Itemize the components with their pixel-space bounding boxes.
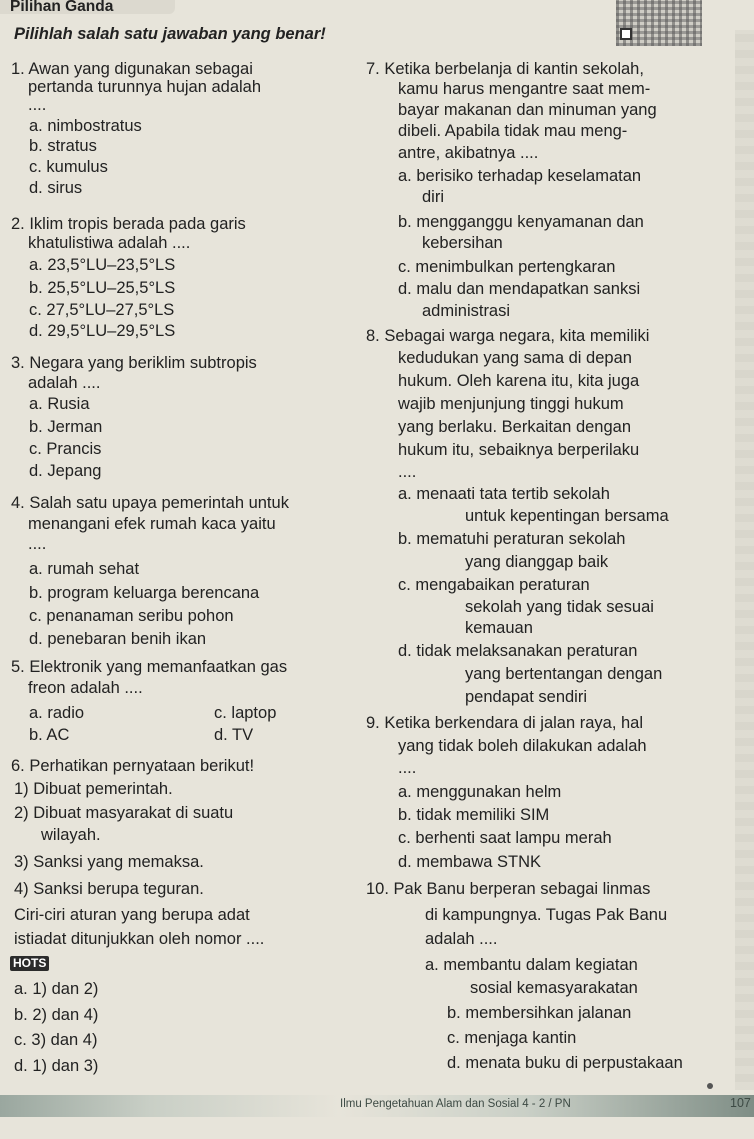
option-d[interactable]: d. 29,5°LU–29,5°LS xyxy=(29,322,176,340)
option-d[interactable]: pendapat sendiri xyxy=(465,688,588,706)
statement-3: 3) Sanksi yang memaksa. xyxy=(14,853,204,871)
option-d[interactable]: yang bertentangan dengan xyxy=(465,665,663,683)
option-c[interactable]: c. penanaman seribu pohon xyxy=(29,607,234,625)
option-b[interactable]: b. membersihkan jalanan xyxy=(447,1004,632,1022)
option-a[interactable]: a. radio xyxy=(29,704,85,722)
question-text: adalah .... xyxy=(425,930,498,948)
question-text: kamu harus mengantre saat mem- xyxy=(398,80,651,98)
page-footer xyxy=(0,1093,754,1139)
hots-badge: HOTS xyxy=(10,956,49,971)
qr-code-icon xyxy=(616,0,702,46)
option-b[interactable]: yang dianggap baik xyxy=(465,553,609,571)
question-text: hukum. Oleh karena itu, kita juga xyxy=(398,372,640,390)
option-d[interactable]: d. penebaran benih ikan xyxy=(29,630,207,648)
question-text: freon adalah .... xyxy=(28,679,143,697)
question-text: 9. Ketika berkendara di jalan raya, hal xyxy=(366,714,644,732)
option-a[interactable]: a. rumah sehat xyxy=(29,560,140,578)
question-text: 8. Sebagai warga negara, kita memiliki xyxy=(366,327,650,345)
option-b[interactable]: b. mengganggu kenyamanan dan xyxy=(398,213,644,231)
option-c[interactable]: c. 27,5°LU–27,5°LS xyxy=(29,301,175,319)
question-text: dibeli. Apabila tidak mau meng- xyxy=(398,122,628,140)
question-text: Ciri-ciri aturan yang berupa adat xyxy=(14,906,250,924)
option-c[interactable]: kemauan xyxy=(465,619,533,637)
question-text: wajib menjunjung tinggi hukum xyxy=(398,395,624,413)
option-d[interactable]: d. malu dan mendapatkan sanksi xyxy=(398,280,641,298)
option-c[interactable]: sekolah yang tidak sesuai xyxy=(465,598,654,616)
option-d[interactable]: administrasi xyxy=(422,302,511,320)
statement-2: 2) Dibuat masyarakat di suatu xyxy=(14,804,234,822)
question-text: antre, akibatnya .... xyxy=(398,144,539,162)
option-a[interactable]: a. menaati tata tertib sekolah xyxy=(398,485,610,503)
question-text: .... xyxy=(398,759,417,777)
option-d[interactable]: d. TV xyxy=(214,726,254,744)
option-a[interactable]: a. menggunakan helm xyxy=(398,783,562,801)
option-c[interactable]: c. kumulus xyxy=(29,158,108,176)
option-d[interactable]: d. membawa STNK xyxy=(398,853,542,871)
option-c[interactable]: c. Prancis xyxy=(29,440,102,458)
option-b[interactable]: kebersihan xyxy=(422,234,503,252)
question-text: adalah .... xyxy=(28,374,101,392)
option-d[interactable]: d. menata buku di perpustakaan xyxy=(447,1054,683,1072)
question-text: khatulistiwa adalah .... xyxy=(28,234,191,252)
option-a[interactable]: sosial kemasyarakatan xyxy=(470,979,638,997)
option-a[interactable]: a. nimbostratus xyxy=(29,117,142,135)
option-c[interactable]: c. 3) dan 4) xyxy=(14,1031,98,1049)
question-text: 6. Perhatikan pernyataan berikut! xyxy=(11,757,255,775)
statement-4: 4) Sanksi berupa teguran. xyxy=(14,880,204,898)
option-d[interactable]: d. 1) dan 3) xyxy=(14,1057,99,1075)
question-text: 4. Salah satu upaya pemerintah untuk xyxy=(11,494,289,512)
question-text: bayar makanan dan minuman yang xyxy=(398,101,657,119)
option-a[interactable]: a. membantu dalam kegiatan xyxy=(425,956,638,974)
question-text: di kampungnya. Tugas Pak Banu xyxy=(425,906,668,924)
statement-1: 1) Dibuat pemerintah. xyxy=(14,780,173,798)
instruction: Pilihlah salah satu jawaban yang benar! xyxy=(14,25,326,43)
question-text: menangani efek rumah kaca yaitu xyxy=(28,515,276,533)
option-a[interactable]: a. Rusia xyxy=(29,395,90,413)
option-b[interactable]: b. Jerman xyxy=(29,418,103,436)
option-b[interactable]: b. mematuhi peraturan sekolah xyxy=(398,530,626,548)
decorative-dot xyxy=(707,1083,713,1089)
option-c[interactable]: c. laptop xyxy=(214,704,277,722)
option-c[interactable]: c. menjaga kantin xyxy=(447,1029,577,1047)
option-b[interactable]: b. 25,5°LU–25,5°LS xyxy=(29,279,176,297)
option-d[interactable]: d. Jepang xyxy=(29,462,102,480)
question-text: 2. Iklim tropis berada pada garis xyxy=(11,215,246,233)
question-text: 10. Pak Banu berperan sebagai linmas xyxy=(366,880,651,898)
option-d[interactable]: d. tidak melaksanakan peraturan xyxy=(398,642,638,660)
option-b[interactable]: b. program keluarga berencana xyxy=(29,584,260,602)
option-a[interactable]: a. 1) dan 2) xyxy=(14,980,99,998)
question-text: 7. Ketika berbelanja di kantin sekolah, xyxy=(366,60,644,78)
option-b[interactable]: b. tidak memiliki SIM xyxy=(398,806,550,824)
question-text: 1. Awan yang digunakan sebagai xyxy=(11,60,253,78)
question-text: .... xyxy=(28,96,47,114)
section-title: Pilihan Ganda xyxy=(10,0,114,15)
footer-text: Ilmu Pengetahuan Alam dan Sosial 4 - 2 / PN xyxy=(340,1098,571,1110)
page-number: 107 xyxy=(730,1096,751,1110)
option-b[interactable]: b. AC xyxy=(29,726,70,744)
option-c[interactable]: c. mengabaikan peraturan xyxy=(398,576,590,594)
question-text: .... xyxy=(398,463,417,481)
question-text: yang berlaku. Berkaitan dengan xyxy=(398,418,631,436)
question-text: yang tidak boleh dilakukan adalah xyxy=(398,737,647,755)
option-c[interactable]: c. berhenti saat lampu merah xyxy=(398,829,612,847)
question-text: 5. Elektronik yang memanfaatkan gas xyxy=(11,658,288,676)
question-text: pertanda turunnya hujan adalah xyxy=(28,78,262,96)
page-edge xyxy=(735,30,754,1090)
option-a[interactable]: untuk kepentingan bersama xyxy=(465,507,669,525)
option-b[interactable]: b. 2) dan 4) xyxy=(14,1006,99,1024)
option-b[interactable]: b. stratus xyxy=(29,137,97,155)
option-a[interactable]: a. 23,5°LU–23,5°LS xyxy=(29,256,176,274)
option-a[interactable]: diri xyxy=(422,188,445,206)
option-d[interactable]: d. sirus xyxy=(29,179,83,197)
option-a[interactable]: a. berisiko terhadap keselamatan xyxy=(398,167,642,185)
statement-2: wilayah. xyxy=(41,826,101,844)
question-text: .... xyxy=(28,535,47,553)
question-text: hukum itu, sebaiknya berperilaku xyxy=(398,441,640,459)
option-c[interactable]: c. menimbulkan pertengkaran xyxy=(398,258,616,276)
question-text: 3. Negara yang beriklim subtropis xyxy=(11,354,257,372)
question-text: kedudukan yang sama di depan xyxy=(398,349,632,367)
question-text: istiadat ditunjukkan oleh nomor .... xyxy=(14,930,265,948)
